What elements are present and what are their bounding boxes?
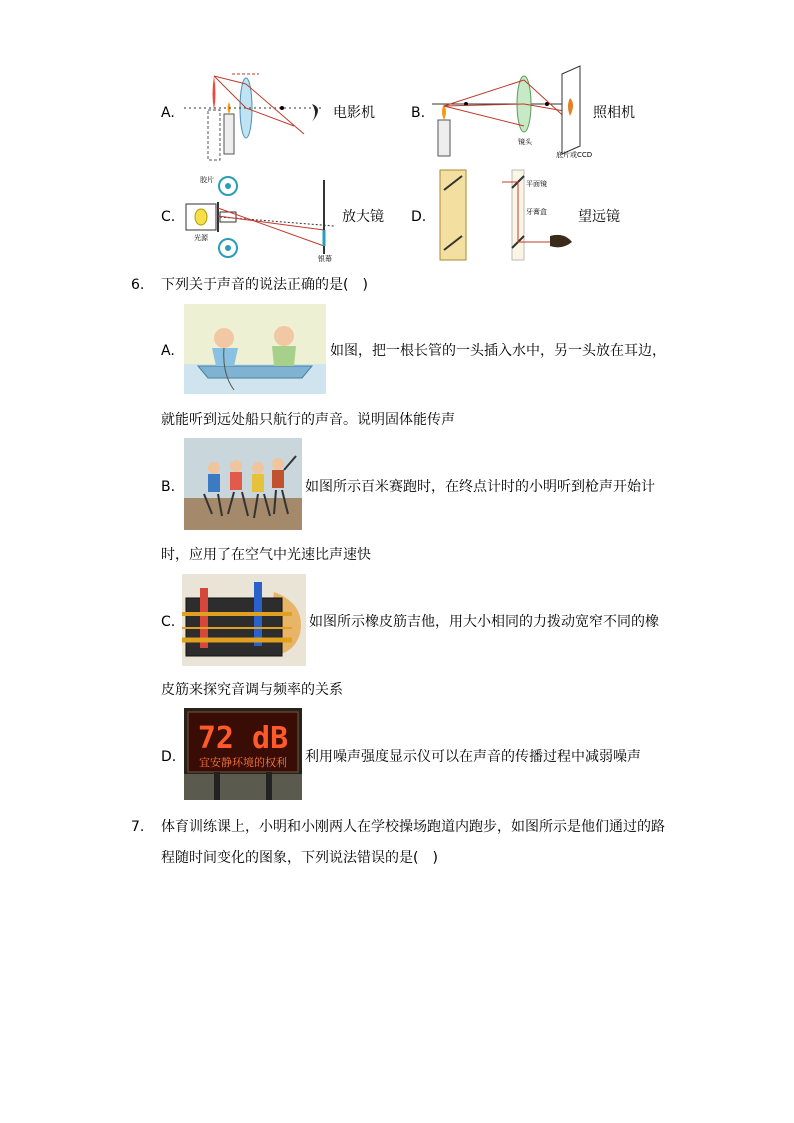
option-c-label: 放大镜 — [342, 209, 384, 225]
box-label: 牙膏盒 — [526, 208, 547, 216]
noise-caption: 宜安静环境的权利 — [199, 756, 287, 769]
q6-number: 6. — [131, 277, 145, 293]
q7-number: 7. — [131, 819, 145, 835]
q6-option-b-line2: 时，应用了在空气中光速比声速快 — [161, 547, 371, 563]
rubber-band-guitar-image — [182, 574, 306, 666]
q6-option-d-line1: 利用噪声强度显示仪可以在声音的传播过程中减弱噪声 — [305, 749, 641, 765]
option-b-letter: B. — [411, 105, 426, 121]
film-reel-label: 胶片 — [200, 176, 214, 184]
race-runners-image — [184, 438, 302, 530]
q6-option-d-letter: D. — [161, 749, 177, 765]
q6-option-b-line1: 如图所示百米赛跑时，在终点计时的小明听到枪声开始计 — [305, 479, 655, 495]
option-d-letter: D. — [411, 209, 427, 225]
q6-option-a-line2: 就能听到远处船只航行的声音。说明固体能传声 — [161, 412, 455, 428]
option-a-label: 电影机 — [333, 105, 375, 121]
q6-option-a-line1: 如图，把一根长管的一头插入水中，另一头放在耳边， — [330, 343, 666, 359]
noise-meter-image — [184, 708, 302, 800]
q6-option-c-line1: 如图所示橡皮筋吉他，用大小相同的力拨动宽窄不同的橡 — [309, 614, 659, 630]
film-label: 底片或CCD — [556, 151, 593, 159]
q6-stem: 下列关于声音的说法正确的是( ) — [161, 277, 368, 293]
projector-diagram — [184, 64, 330, 160]
noise-value: 72 dB — [197, 721, 289, 756]
option-b-label: 照相机 — [593, 105, 635, 121]
boat-listening-image — [184, 304, 326, 394]
q6-option-b-letter: B. — [161, 479, 176, 495]
q6-option-c-line2: 皮筋来探究音调与频率的关系 — [161, 682, 343, 698]
q6-option-c-letter: C. — [161, 614, 176, 630]
q7-line2: 程随时间变化的图象，下列说法错误的是( ) — [161, 850, 438, 866]
lens-label: 镜头 — [518, 138, 532, 146]
periscope-diagram — [432, 166, 578, 262]
option-a-letter: A. — [161, 105, 175, 121]
q7-line1: 体育训练课上，小明和小刚两人在学校操场跑道内跑步，如图所示是他们通过的路 — [161, 819, 665, 835]
q6-option-a-letter: A. — [161, 343, 175, 359]
option-d-label: 望远镜 — [578, 209, 620, 225]
slide-projector-diagram — [184, 166, 340, 262]
light-source-label: 光源 — [194, 234, 208, 242]
option-c-letter: C. — [161, 209, 176, 225]
camera-diagram — [432, 64, 593, 160]
mirror-label: 平面镜 — [526, 180, 547, 188]
screen-label: 银幕 — [318, 255, 332, 263]
